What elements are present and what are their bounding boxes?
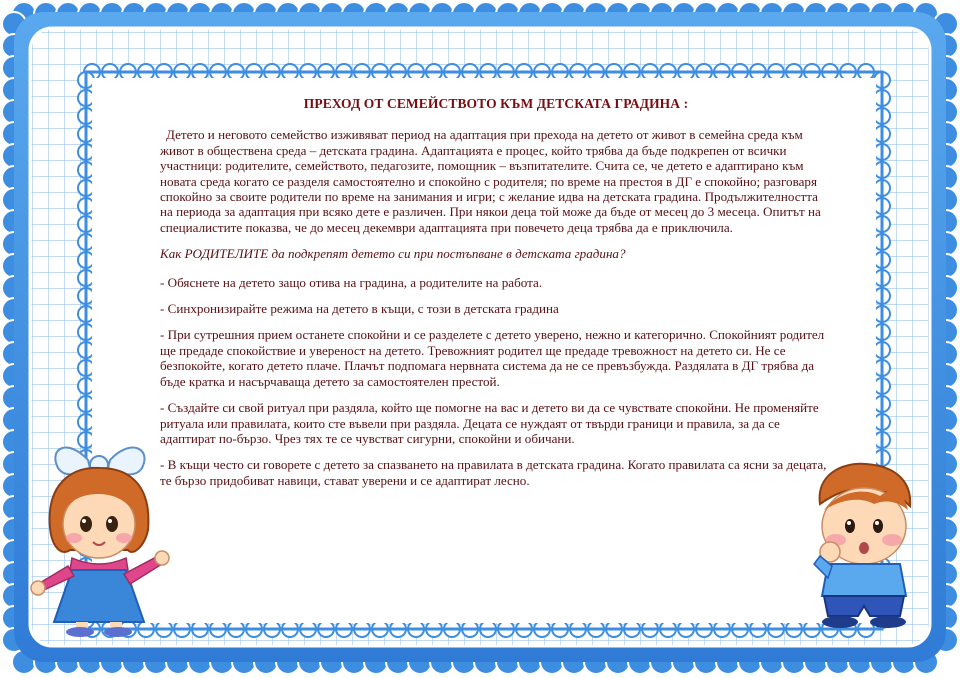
intro-paragraph: Детето и неговото семейство изживяват период на адаптация при прехода на детето от живот в семейна среда към живот в обществена среда – детската градина. Адаптацията е процес, който трябва да бъде подкрепен от всички участници: родителите, семейството, педагозите, помощник – възпитателите. Счита се, че детето е адаптирано към новата среда когато се разделя самостоятелно и спокойно с родителя; по време на престоя в ДГ е спокойно; разговаря спокойно за своите родители по време на занимания и игри; с желание идва на детската градина. Продължителността на периода за адаптация при всяко дете е различен. При някои деца той може да бъде от месец до 3 месеца. Опитът на специалистите показва, че до месец декември адаптацията при повечето деца трябва да е приключила. [160, 127, 821, 235]
document-body [160, 96, 832, 499]
tip-2: - Синхронизирайте режима на детето в къщи, с този в детската градина [160, 301, 559, 317]
tip-4: - Създайте си свой ритуал при раздяла, който ще помогне на вас и детето ви да се чувствате спокойни. Не променяйте ритуала или правилата, които сте въвели при раздяла. Децата се нуждаят от твърди граници и правила, за да се адаптират по-бързо. Чрез тях те се чувстват сигурни, спокойни и обичани. [160, 400, 819, 446]
tip-1: - Обяснете на детето защо отива на градина, а родителите на работа. [160, 274, 543, 290]
tip-3: - При сутрешния прием останете спокойни и се разделете с детето уверено, нежно и категорично. Спокойният родител ще предаде спокойствие и увереност на детето. Тревожният родител ще предаде тревожност на детето си. Не се безпокойте, когато детето плаче. Плачът подпомага нервната система да не се превъзбужда. Раздялата в ДГ трябва да бъде кратка и насърчаваща детето за самостоятелен престой. [160, 327, 825, 389]
girl-illustration [28, 438, 178, 638]
tip-5: - В къщи често си говорете с детето за спазването на правилата в детската градина. Когато правилата са ясни за децата, те бързо придобиват навици, стават уверени и се адаптират лесно. [160, 457, 827, 488]
parents-question: Как РОДИТЕЛИТЕ да подкрепят детето си при постъпване в детската градина? [160, 246, 626, 262]
boy-illustration [800, 460, 930, 630]
page-title: ПРЕХОД ОТ СЕМЕЙСТВОТО КЪМ ДЕТСКАТА ГРАДИНА : [303, 96, 689, 111]
